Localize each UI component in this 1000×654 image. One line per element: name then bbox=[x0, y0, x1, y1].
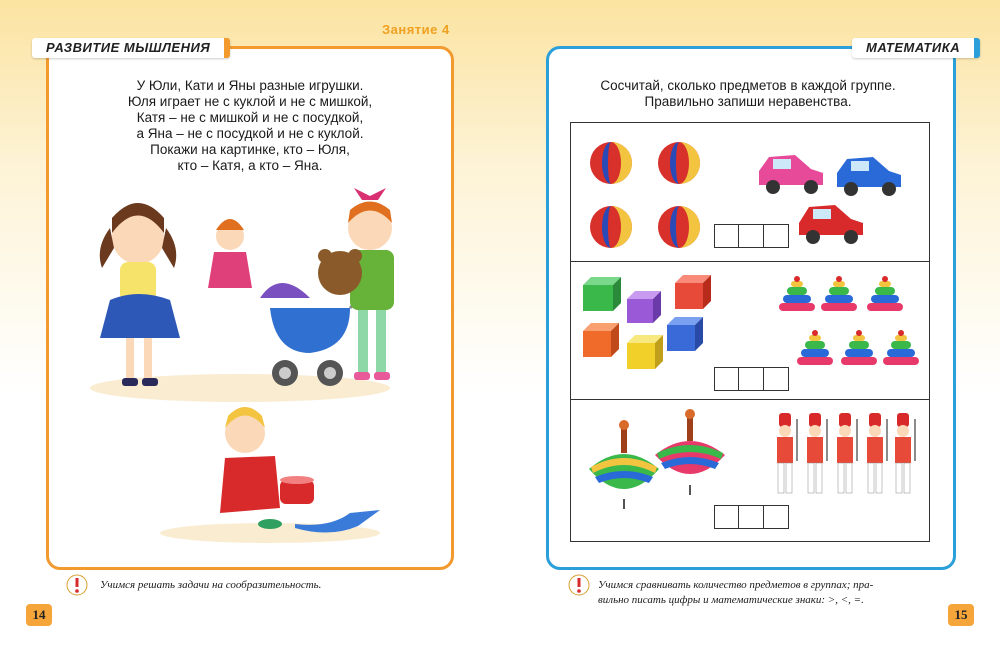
footer-line: вильно писать цифры и математические знаки: >, <, =. bbox=[598, 594, 864, 606]
story-line: Юля играет не с куклой и не с мишкой, bbox=[127, 94, 373, 109]
ball-icon bbox=[590, 206, 632, 248]
story-line: Катя – не с мишкой и не с посудкой, bbox=[136, 110, 364, 125]
attention-icon bbox=[568, 574, 590, 596]
story-line: кто – Катя, а кто – Яна. bbox=[177, 158, 323, 173]
left-footer-note: Учимся решать задачи на сообразительность. bbox=[100, 579, 322, 591]
page-number-left: 14 bbox=[26, 604, 52, 626]
lesson-label: Занятие 4 bbox=[382, 22, 450, 37]
cube-icon bbox=[627, 291, 661, 323]
pyramid-toy-icon bbox=[797, 330, 833, 365]
answer-boxes[interactable] bbox=[715, 367, 789, 391]
pyramid-toy-icon bbox=[779, 276, 815, 311]
toy-soldier-icon bbox=[837, 413, 857, 493]
task-line: Сосчитай, сколько предметов в каждой группе. bbox=[600, 78, 896, 93]
task-line: Правильно запиши неравенства. bbox=[644, 94, 852, 109]
row-balls-cars bbox=[571, 123, 929, 262]
footer-line: Учимся сравнивать количество предметов в группах; пра- bbox=[598, 579, 874, 591]
cube-icon bbox=[583, 323, 619, 357]
answer-boxes[interactable] bbox=[715, 505, 789, 529]
counting-grid bbox=[570, 122, 930, 542]
girls-with-toys-illustration bbox=[80, 188, 440, 548]
spinning-top-icon bbox=[589, 420, 659, 509]
story-line: У Юли, Кати и Яны разные игрушки. bbox=[136, 78, 364, 93]
right-footer-note bbox=[598, 578, 938, 608]
ball-icon bbox=[590, 142, 632, 184]
pyramid-toy-icon bbox=[821, 276, 857, 311]
story-line: а Яна – не с посудкой и не с куклой. bbox=[136, 126, 364, 141]
task-text bbox=[548, 78, 948, 110]
girl-with-doll-image bbox=[100, 203, 252, 386]
story-line: Покажи на картинке, кто – Юля, bbox=[150, 142, 350, 157]
row-cubes-pyramids bbox=[571, 261, 929, 400]
girl-with-dishes-image bbox=[160, 407, 380, 543]
pyramid-toy-icon bbox=[841, 330, 877, 365]
section-tab-thinking: РАЗВИТИЕ МЫШЛЕНИЯ bbox=[32, 38, 230, 58]
car-icon bbox=[799, 205, 863, 244]
toy-soldier-icon bbox=[807, 413, 827, 493]
ball-icon bbox=[658, 142, 700, 184]
pyramid-toy-icon bbox=[883, 330, 919, 365]
cube-icon bbox=[675, 275, 711, 309]
row-tops-soldiers bbox=[571, 399, 929, 539]
girl-with-teddy-bear-image bbox=[318, 188, 394, 380]
story-text bbox=[50, 78, 450, 174]
page-number-right: 15 bbox=[948, 604, 974, 626]
pyramid-toy-icon bbox=[867, 276, 903, 311]
answer-boxes[interactable] bbox=[715, 224, 789, 248]
toy-soldier-icon bbox=[777, 413, 797, 493]
cube-icon bbox=[583, 277, 621, 311]
spinning-top-icon bbox=[655, 409, 725, 495]
attention-icon bbox=[66, 574, 88, 596]
car-icon bbox=[759, 155, 823, 194]
toy-soldier-icon bbox=[895, 413, 915, 493]
cube-icon bbox=[667, 317, 703, 351]
ball-icon bbox=[658, 206, 700, 248]
cube-icon bbox=[627, 335, 663, 369]
toy-soldier-icon bbox=[867, 413, 887, 493]
car-icon bbox=[837, 157, 901, 196]
section-tab-math: МАТЕМАТИКА bbox=[852, 38, 980, 58]
